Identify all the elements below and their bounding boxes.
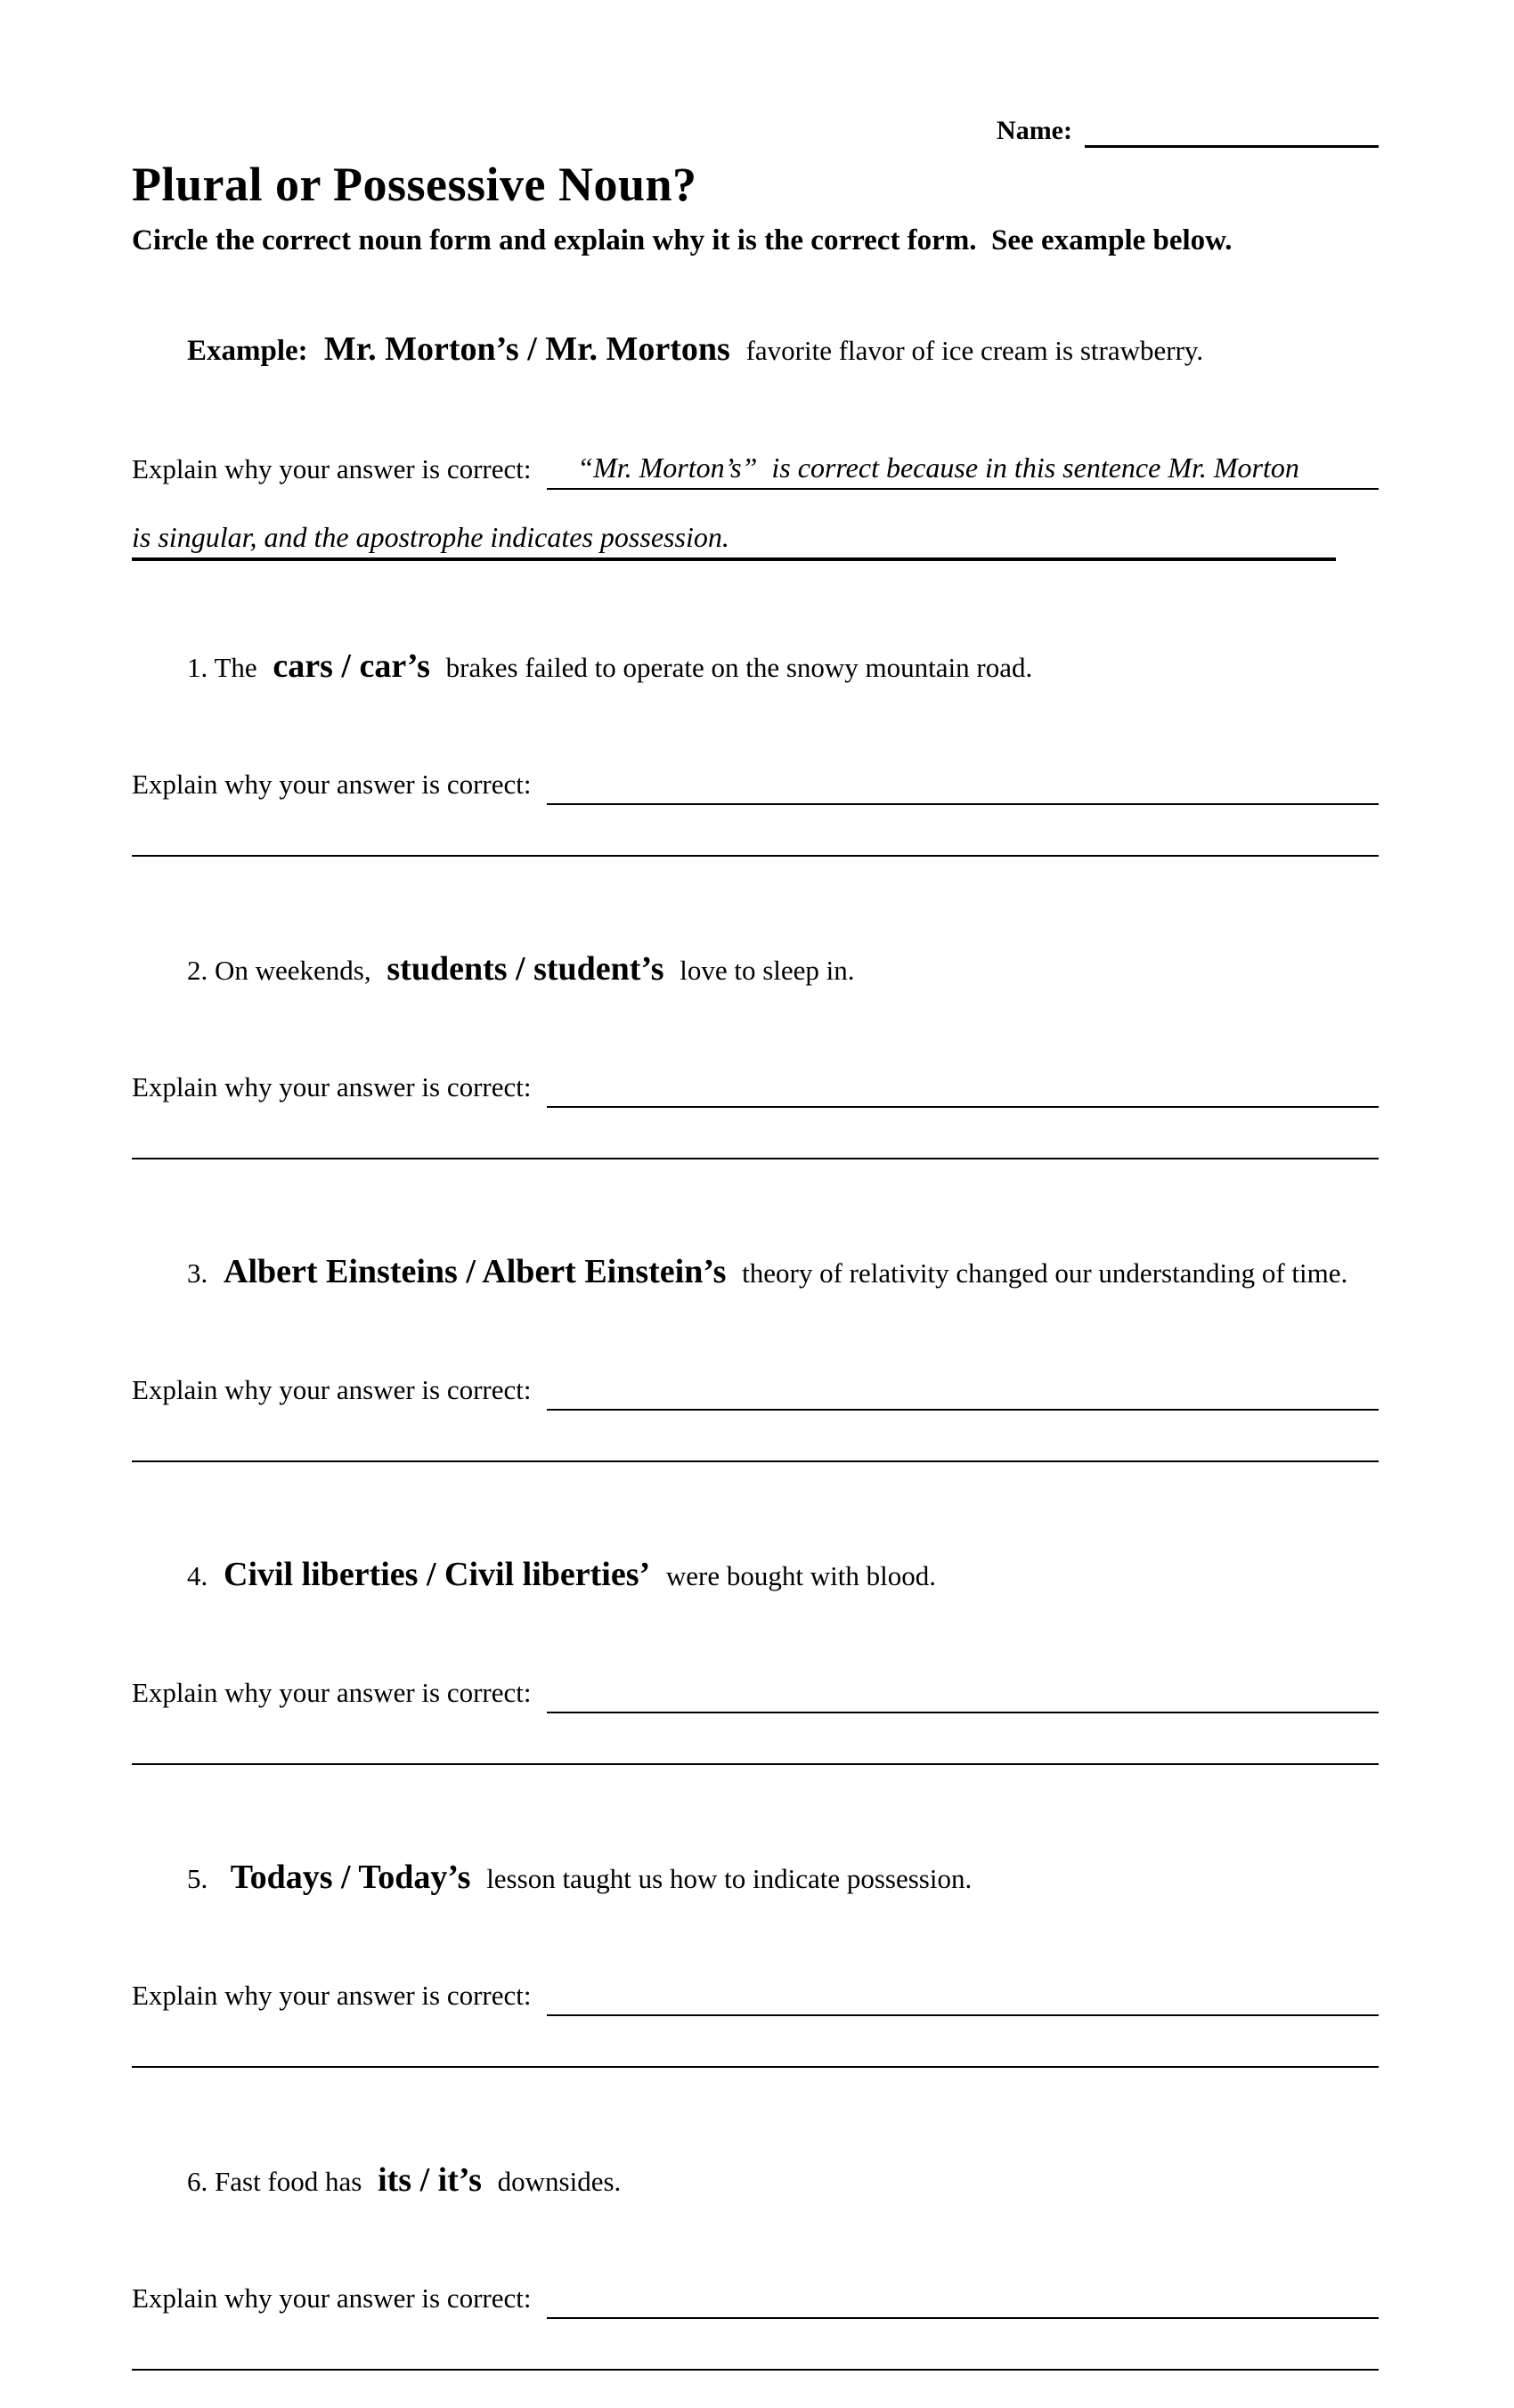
explain-prompt: Explain why your answer is correct: [132, 1980, 539, 2011]
example-noun-choice-pair[interactable]: Mr. Morton’s / Mr. Mortons [323, 330, 730, 368]
explain-row [132, 2278, 1379, 2319]
question-block-1 [132, 591, 1379, 857]
example-sentence-suffix: favorite flavor of ice cream is strawberry. [738, 335, 1204, 366]
question-suffix: downsides. [490, 2166, 622, 2197]
question-prefix: 5. [187, 1863, 222, 1894]
question-suffix: were bought with blood. [659, 1560, 936, 1591]
example-answer-line-2: is singular, and the apostrophe indicates possession. [132, 517, 1336, 561]
question-block-6 [132, 2105, 1379, 2371]
question-sentence [132, 1802, 1379, 1954]
question-prefix: 3. [187, 1257, 215, 1289]
answer-write-line-2[interactable] [132, 2369, 1379, 2371]
explain-row [132, 1370, 1379, 1411]
answer-write-line-2[interactable] [132, 1158, 1379, 1159]
question-sentence [132, 591, 1379, 743]
answer-write-line-1[interactable] [547, 1979, 1379, 2016]
example-label: Example: [187, 335, 315, 367]
explain-prompt: Explain why your answer is correct: [132, 2282, 539, 2314]
noun-choice-pair[interactable]: students / student’s [387, 950, 664, 988]
explain-prompt: Explain why your answer is correct: [132, 1374, 539, 1405]
question-suffix: lesson taught us how to indicate possession. [479, 1863, 973, 1894]
example-sentence [132, 274, 1379, 426]
question-prefix: 1. The [187, 652, 265, 683]
answer-write-line-2[interactable] [132, 1763, 1379, 1765]
example-explain-row [132, 447, 1379, 490]
example-explain-prompt: Explain why your answer is correct: [132, 453, 539, 484]
answer-write-line-1[interactable] [547, 768, 1379, 805]
question-prefix: 2. On weekends, [187, 955, 378, 986]
question-suffix: brakes failed to operate on the snowy mountain road. [438, 652, 1033, 683]
page-title: Plural or Possessive Noun? [132, 158, 697, 211]
question-block-4 [132, 1500, 1379, 1765]
answer-write-line-2[interactable] [132, 1460, 1379, 1462]
noun-choice-pair[interactable]: cars / car’s [273, 647, 430, 685]
answer-write-line-1[interactable] [547, 1676, 1379, 1713]
explain-prompt: Explain why your answer is correct: [132, 769, 539, 800]
explain-row [132, 764, 1379, 805]
question-suffix: theory of relativity changed our understanding of time. [735, 1257, 1348, 1289]
noun-choice-pair[interactable]: Civil liberties / Civil liberties’ [224, 1556, 651, 1593]
example-block [132, 274, 1379, 561]
example-answer-line-1: “Mr. Morton’s” is correct because in this sentence Mr. Morton [547, 447, 1379, 490]
question-suffix: love to sleep in. [672, 955, 855, 986]
answer-write-line-1[interactable] [547, 2282, 1379, 2319]
noun-choice-pair[interactable]: its / it’s [378, 2161, 482, 2199]
instructions-text: Circle the correct noun form and explain why it is the correct form. See example below. [132, 224, 1233, 256]
answer-write-line-2[interactable] [132, 855, 1379, 857]
question-sentence [132, 2105, 1379, 2257]
question-block-2 [132, 894, 1379, 1159]
question-block-3 [132, 1197, 1379, 1462]
question-sentence [132, 1197, 1379, 1348]
question-sentence [132, 1500, 1379, 1651]
noun-choice-pair[interactable]: Todays / Today’s [230, 1859, 471, 1896]
explain-row [132, 1975, 1379, 2016]
explain-row [132, 1067, 1379, 1108]
noun-choice-pair[interactable]: Albert Einsteins / Albert Einstein’s [224, 1253, 727, 1290]
answer-write-line-1[interactable] [547, 1070, 1379, 1108]
explain-row [132, 1672, 1379, 1713]
question-sentence [132, 894, 1379, 1045]
answer-write-line-2[interactable] [132, 2066, 1379, 2068]
explain-prompt: Explain why your answer is correct: [132, 1071, 539, 1102]
question-prefix: 6. Fast food has [187, 2166, 370, 2197]
question-prefix: 4. [187, 1560, 215, 1591]
answer-write-line-1[interactable] [547, 1373, 1379, 1411]
question-block-5 [132, 1802, 1379, 2068]
explain-prompt: Explain why your answer is correct: [132, 1677, 539, 1708]
name-label: Name: [997, 116, 1072, 145]
worksheet-content [132, 0, 1379, 2408]
